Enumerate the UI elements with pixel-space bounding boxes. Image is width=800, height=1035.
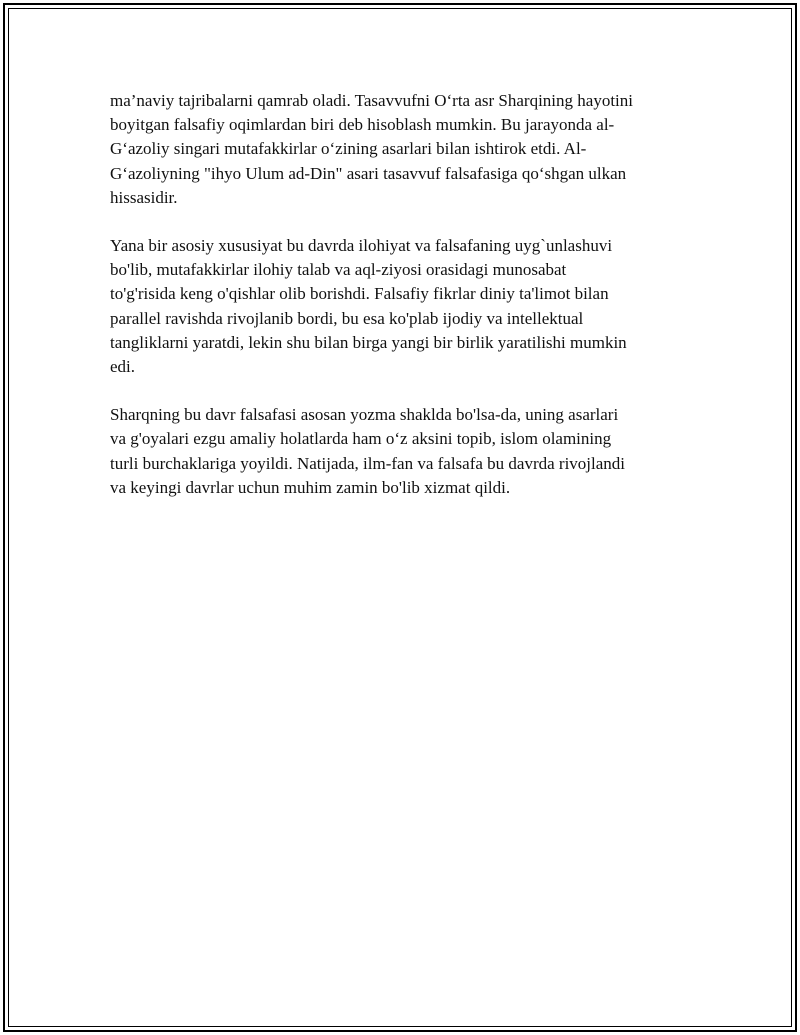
text-line: bo'lib, mutafakkirlar ilohiy talab va aql-ziyosi orasidagi munosabat xyxy=(110,260,567,280)
text-line: parallel ravishda rivojlanib bordi, bu esa ko'plab ijodiy va intellektual xyxy=(110,308,584,328)
paragraph-2 xyxy=(110,234,690,379)
text-line: hissasidir. xyxy=(110,187,178,207)
paragraph-1 xyxy=(110,89,690,210)
text-line: Sharqning bu davr falsafasi asosan yozma shaklda bo'lsa-da, uning asarlari xyxy=(110,405,619,425)
paragraph-3 xyxy=(110,403,690,500)
text-line: ma’naviy tajribalarni qamrab oladi. Tasavvufni O‘rta asr Sharqining hayotini xyxy=(110,91,633,110)
text-line: Yana bir asosiy xususiyat bu davrda ilohiyat va falsafaning uyg`unlashuvi xyxy=(110,236,613,256)
text-line: tangliklarni yaratdi, lekin shu bilan birga yangi bir birlik yaratilishi mumkin xyxy=(110,332,627,352)
document-body xyxy=(110,89,690,524)
text-line: to'g'risida keng o'qishlar olib borishdi. Falsafiy fikrlar diniy ta'limot bilan xyxy=(110,284,609,304)
text-line: va keyingi davrlar uchun muhim zamin bo'lib xizmat qildi. xyxy=(110,477,511,497)
text-line: G‘azoliy singari mutafakkirlar o‘zining asarlari bilan ishtirok etdi. Al- xyxy=(110,139,587,159)
text-line: edi. xyxy=(110,357,136,377)
text-line: G‘azoliyning "ihyo Ulum ad-Din" asari tasavvuf falsafasiga qo‘shgan ulkan xyxy=(110,163,627,183)
text-line: turli burchaklariga yoyildi. Natijada, ilm-fan va falsafa bu davrda rivojlandi xyxy=(110,453,626,473)
text-line: boyitgan falsafiy oqimlardan biri deb hisoblash mumkin. Bu jarayonda al- xyxy=(110,115,615,135)
text-line: va g'oyalari ezgu amaliy holatlarda ham o‘z aksini topib, islom olamining xyxy=(110,429,612,449)
